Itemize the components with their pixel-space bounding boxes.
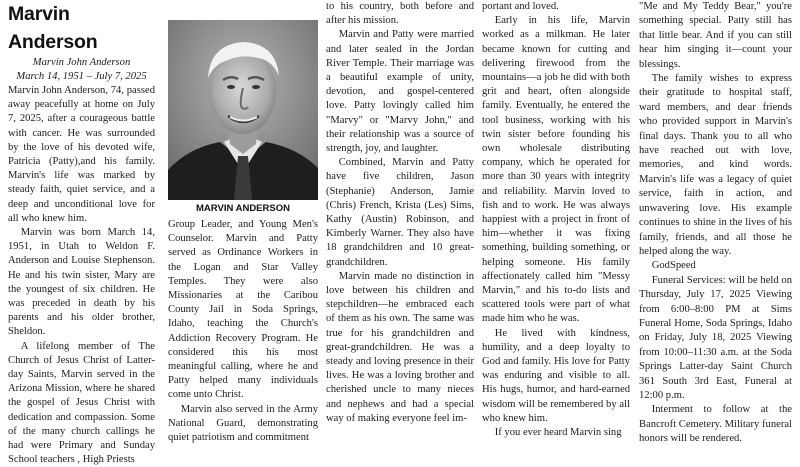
paragraph: Marvin made no distinction in love between his children and stepchildren—he embraced each of them as his own. The same was true for his grandchildren and great-grandchildren. He was a steady and loving presence in their lives. He was a loving brother and cherished uncle to many nieces and nephews and had a special way of making everyone feel im- xyxy=(326,270,474,424)
paragraph: Group Leader, and Young Men's Counselor. Marvin and Patty served as Ordinance Workers in the Logan and Star Valley Temples. They were also Missionaries at the Caribou County Jail in Soda Springs, Idaho, teaching the Church's Addiction Recovery Program. He considered this his most meaningful calling, where he and Patty helped many individuals come unto Christ. xyxy=(168,219,318,401)
paragraph: "Me and My Teddy Bear," you're something special. Patty still has that little bear. And if you can still hear him singing it—count your blessings. xyxy=(639,1,792,70)
column-4-text xyxy=(482,0,630,440)
column-2 xyxy=(168,0,318,444)
column-2-text xyxy=(168,218,318,445)
column-3 xyxy=(326,0,474,424)
portrait-block xyxy=(168,20,318,215)
portrait-illustration xyxy=(168,20,318,200)
paragraph: GodSpeed xyxy=(651,260,696,272)
obituary-subheading xyxy=(8,56,155,84)
paragraph: Marvin was born March 14, 1951, in Utah to Weldon F. Anderson and Louise Stephenson. He and his twin sister, Mary are the youngest of six children. He was preceded in death by his parents and his older brother, Sheldon. xyxy=(8,227,155,338)
life-dates: March 14, 1951 – July 7, 2025 xyxy=(16,71,147,82)
column-5-text xyxy=(639,0,792,447)
paragraph: He lived with kindness, humility, and a deep loyalty to God and family. His love for Patty was enduring and visible to all. His hugs, humor, and hard-earned wisdom will be remembered by all who knew him. xyxy=(482,327,630,424)
paragraph: If you ever heard Marvin sing xyxy=(494,427,622,439)
paragraph: Marvin John Anderson, 74, passed away peacefully at home on July 7, 2025, after a courageous battle with cancer. He was surrounded by the love of his devoted wife, Patricia (Patty),and his family. Marvin's life was marked by steady faith, quiet service, and a deep and unconditional love for all who knew him. xyxy=(8,85,155,224)
paragraph: A lifelong member of The Church of Jesus Christ of Latter-day Saints, Marvin served in the Arizona Mission, where he shared the gospel of Jesus Christ with dedication and compassion. Some of the many church callings he had were Primary and Sunday School teachers , High Priests xyxy=(8,340,155,466)
paragraph: Interment to follow at the Bancroft Cemetery. Military funeral honors will be rendered. xyxy=(639,404,792,445)
photo-caption: MARVIN ANDERSON xyxy=(196,203,290,214)
full-name: Marvin John Anderson xyxy=(32,57,131,68)
column-1 xyxy=(8,0,155,466)
paragraph: Marvin and Patty were married and later sealed in the Jordan River Temple. Their marriage was a beautiful example of unity, devotion, and gospel-centered love. Patty lovingly called him "Marvy" or "Marvy John," and their relationship was a source of strength, joy, and laughter. xyxy=(326,29,474,155)
portrait-photo xyxy=(168,20,318,200)
paragraph: Marvin also served in the Army National Guard, demonstrating quiet patriotism and commitment xyxy=(168,403,318,444)
paragraph: Early in his life, Marvin worked as a milkman. He later became known for cutting and delivering firewood from the mountains—a job he did with both grit and heart, often alongside family. Eventually, he entered the tool business, working with his twin sister before founding his own wholesale distributing company, which he operated for more than 30 years with integrity and reliability. Marvin loved to fish and to work. He was always happiest with a project in front of him—whether it was fixing something, building something, or helping someone. His family affectionately called him "Messy Marvin," and his to-do lists and scattered tools were part of what made him who he was. xyxy=(482,15,630,325)
column-3-text xyxy=(326,0,474,426)
obituary-headline: Marvin Anderson xyxy=(8,3,98,53)
paragraph: Combined, Marvin and Patty have five children, Jason (Stephanie) Anderson, Jamie (Chris) French, Krista (Les) Sims, Kathy (Austin) Robinson, and Kimberly Warner. They also have 18 grandchildren and 10 great-grandchildren. xyxy=(326,157,474,268)
column-4 xyxy=(482,0,630,439)
paragraph: The family wishes to express their gratitude to hospital staff, ward members, and dear friends who provided support in Marvin's final days. Thank you to all who have reached out with love, memories, and kind words. Marvin's life was a legacy of quiet service, faith in action, and unwavering love. His example continues to shine in the lives of his family, friends, and all those he helped along the way. xyxy=(639,73,792,257)
paragraph: Funeral Services: will be held on Thursday, July 17, 2025 Viewing from 6:00–8:00 PM at Sims Funeral Home, Soda Springs, Idaho on Friday, July 18, 2025 Viewing from 10:00–11:30 a.m. at the Soda Springs Latter-day Saint Church 361 South 3rd East, Funeral at 12:00 p.m. xyxy=(639,274,792,401)
paragraph: to his country, both before and after his mission. xyxy=(326,1,474,27)
column-1-text xyxy=(8,84,155,467)
column-5 xyxy=(639,0,792,445)
paragraph: portant and loved. xyxy=(482,1,559,12)
